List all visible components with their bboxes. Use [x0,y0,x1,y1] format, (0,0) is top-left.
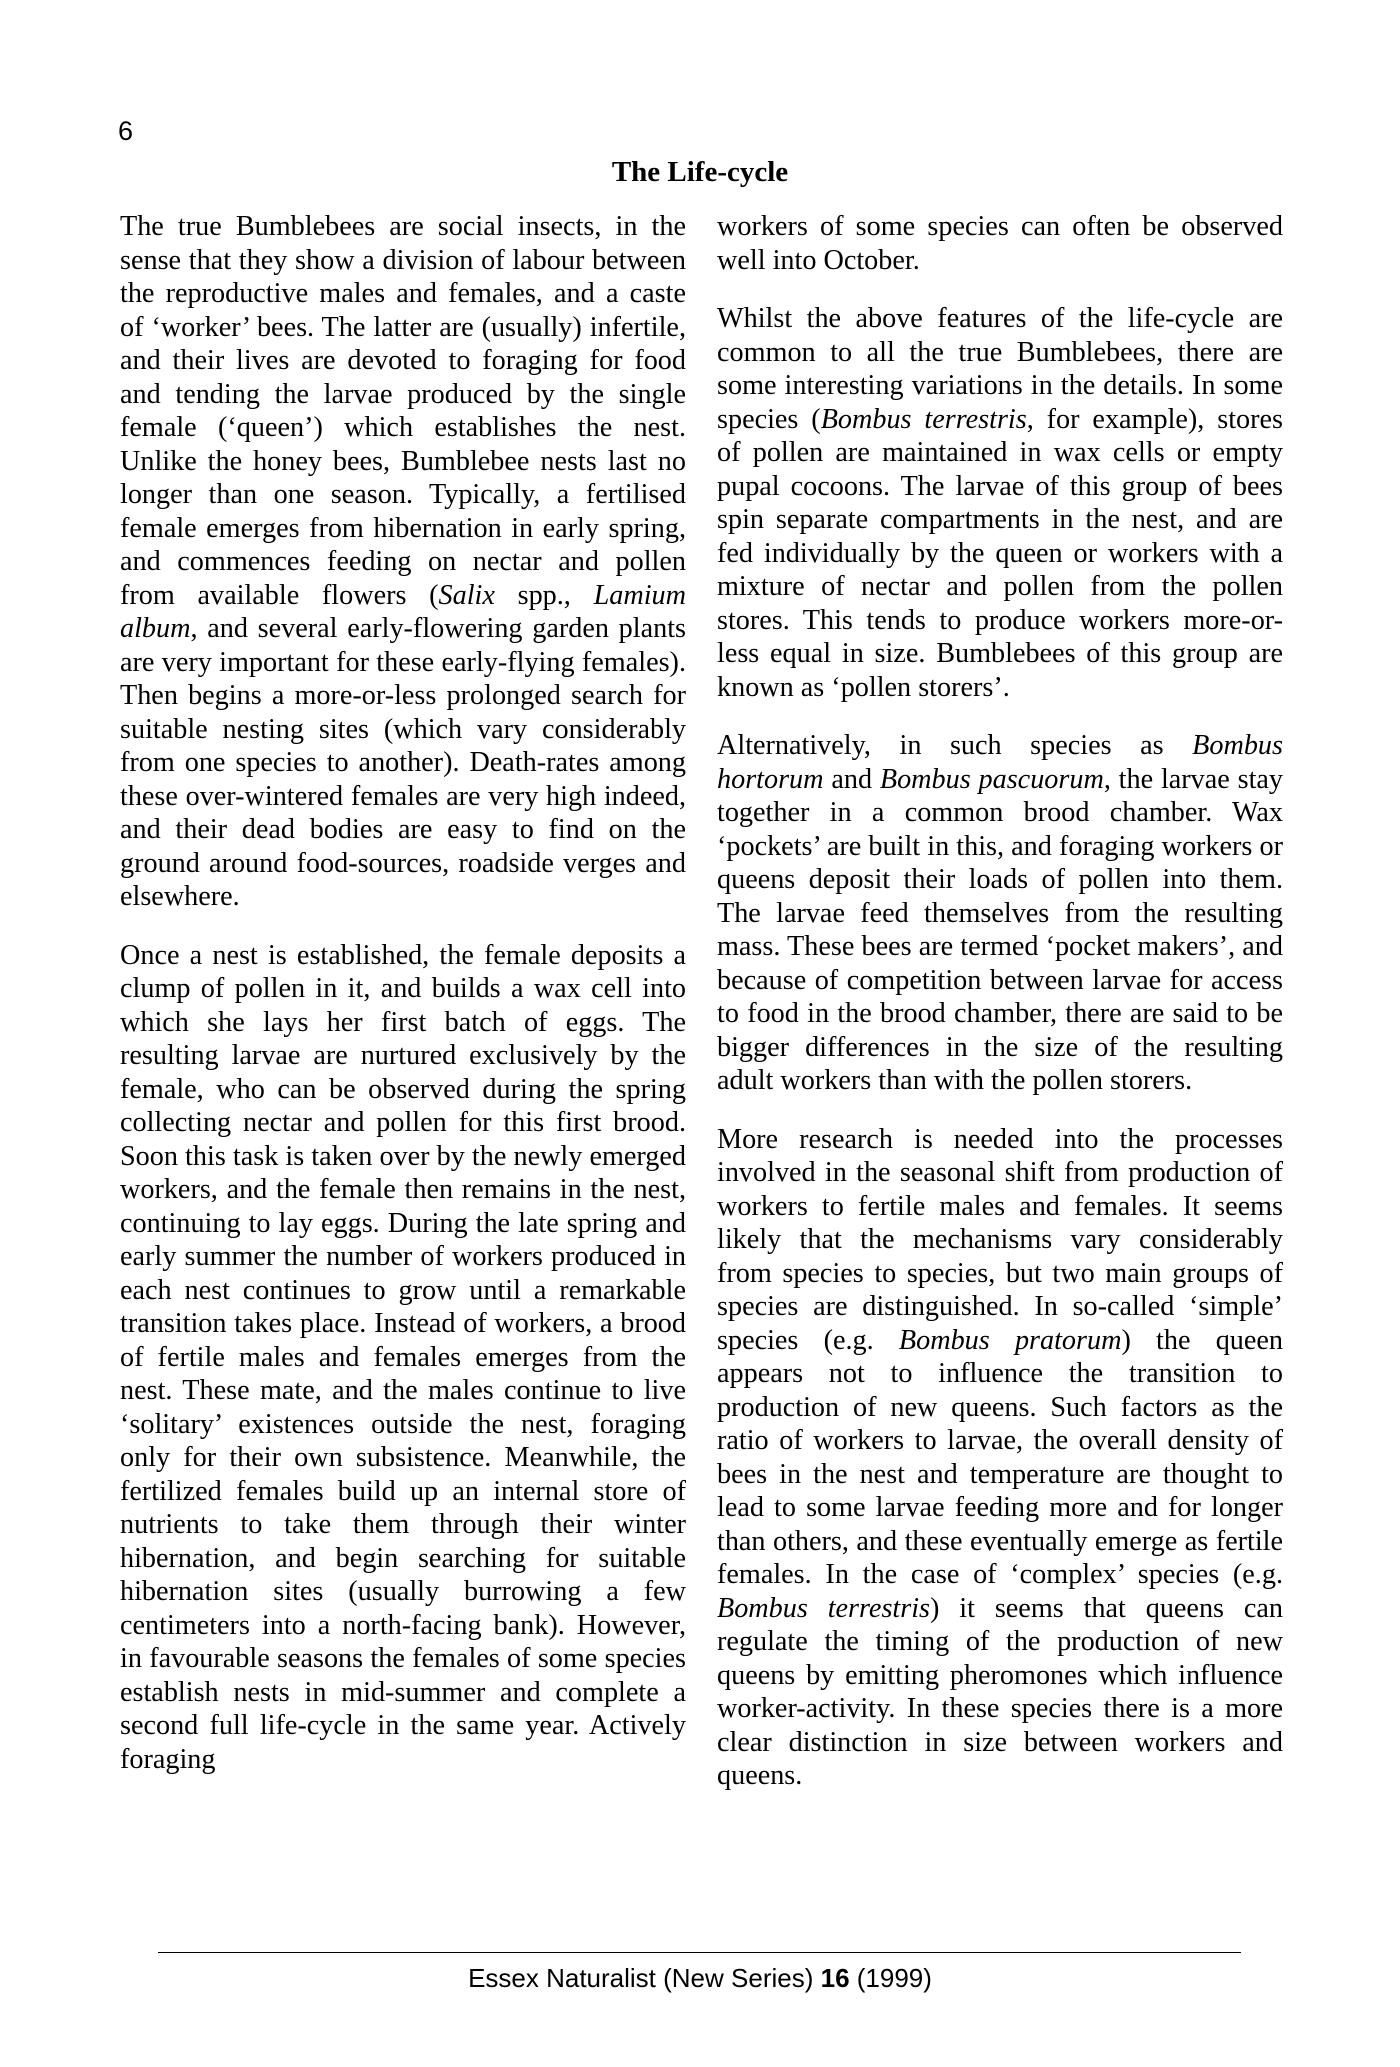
paragraph [717,729,1283,1098]
species-name: Salix [438,579,495,611]
paragraph [120,210,686,914]
footer-journal: Essex Naturalist (New Series) [468,1963,821,1993]
text-run: , and several early-flowering garden plants are very important for these early-flying females). Then begins a more-or-less prolonged search for suitable nesting sites (which vary considerably from one species to another). Death-rates among these over-wintered females are very high indeed, and their dead bodies are easy to find on the ground around food-sources, roadside verges and elsewhere. [120,613,686,912]
footer [0,1965,1400,1991]
text-run: Once a nest is established, the female deposits a clump of pollen in it, and builds a wax cell into which she lays her first batch of eggs. The resulting larvae are nurtured exclusively by the female, who can be observed during the spring collecting nectar and pollen for this first brood. Soon this task is taken over by the newly emerged workers, and the female then remains in the nest, continuing to lay eggs. During the late spring and early summer the number of workers produced in each nest continues to grow until a remarkable transition takes place. Instead of workers, a brood of fertile males and females emerges from the nest. These mate, and the males continue to live ‘solitary’ existences outside the nest, foraging only for their own subsistence. Meanwhile, the fertilized females build up an internal store of nutrients to take them through their winter hibernation, and begin searching for suitable hibernation sites (usually burrowing a few centimeters into a north-facing bank). However, in favourable seasons the females of some species establish nests in mid-summer and complete a second full life-cycle in the same year. Actively foraging [120,939,686,1775]
text-run: ) it seems that queens can regulate the timing of the production of new queens by emitting pheromones which influence worker-activity. In these species there is a more clear distinction in size between workers and queens. [717,1592,1283,1791]
text-run: The true Bumblebees are social insects, in the sense that they show a division of labour between the reproductive males and females, and a caste of ‘worker’ bees. The latter are (usually) infertile, and their lives are devoted to foraging for food and tending the larvae produced by the single female (‘queen’) which establishes the nest. Unlike the honey bees, Bumblebee nests last no longer than one season. Typically, a fertilised female emerges from hibernation in early spring, and commences feeding on nectar and pollen from available flowers ( [120,211,686,611]
text-run: More research is needed into the processes involved in the seasonal shift from production of workers to fertile males and females. It seems likely that the mechanisms vary considerably from species to species, but two main groups of species are distinguished. In so-called ‘simple’ species (e.g. [717,1123,1283,1356]
text-run: spp., [494,579,594,611]
paragraph [120,939,686,1777]
text-run: , the larvae stay together in a common brood chamber. Wax ‘pockets’ are built in this, and foraging workers or queens deposit their loads of pollen into them. The larvae feed themselves from the resulting mass. These bees are termed ‘pocket makers’, and because of competition between larvae for access to food in the brood chamber, there are said to be bigger differences in the size of the resulting adult workers than with the pollen storers. [717,763,1284,1096]
footer-volume: 16 [820,1963,850,1993]
species-name: Bombus terrestris [717,1592,931,1624]
page-title: The Life-cycle [611,156,789,188]
footer-year: (1999) [849,1963,932,1993]
text-run: and [823,763,880,795]
text-run: workers of some species can often be observed well into October. [717,211,1283,276]
species-name: Bombus terrestris [820,403,1027,435]
species-name: Bombus pratorum [898,1324,1122,1356]
paragraph [717,210,1283,277]
paragraph [717,302,1283,704]
species-name: Bombus hortorum [717,730,1283,795]
species-name: Bombus pascuorum [879,763,1104,795]
species-name: Lamium album [120,579,686,644]
left-column [120,210,686,1776]
text-run: , for example), stores of pollen are maintained in wax cells or empty pupal cocoons. The larvae of this group of bees spin separate compartments in the nest, and are fed individually by the queen or workers with a mixture of nectar and pollen from the pollen stores. This tends to produce workers more-or-less equal in size. Bumblebees of this group are known as ‘pollen storers’. [717,403,1283,703]
page-number: 6 [118,116,134,146]
paragraph [717,1123,1283,1793]
footer-rule [158,1952,1241,1953]
text-run: ) the queen appears not to influence the transition to production of new queens. Such factors as the ratio of workers to larvae, the overall density of bees in the nest and temperature are thought to lead to some larvae feeding more and for longer than others, and these eventually emerge as fertile females. In the case of ‘complex’ species (e.g. [717,1324,1283,1590]
text-run: Alternatively, in such species as [717,730,1193,761]
text-run: Whilst the above features of the life-cycle are common to all the true Bumblebees, there are some interesting variations in the details. In some species ( [717,303,1283,435]
right-column [717,210,1283,1793]
